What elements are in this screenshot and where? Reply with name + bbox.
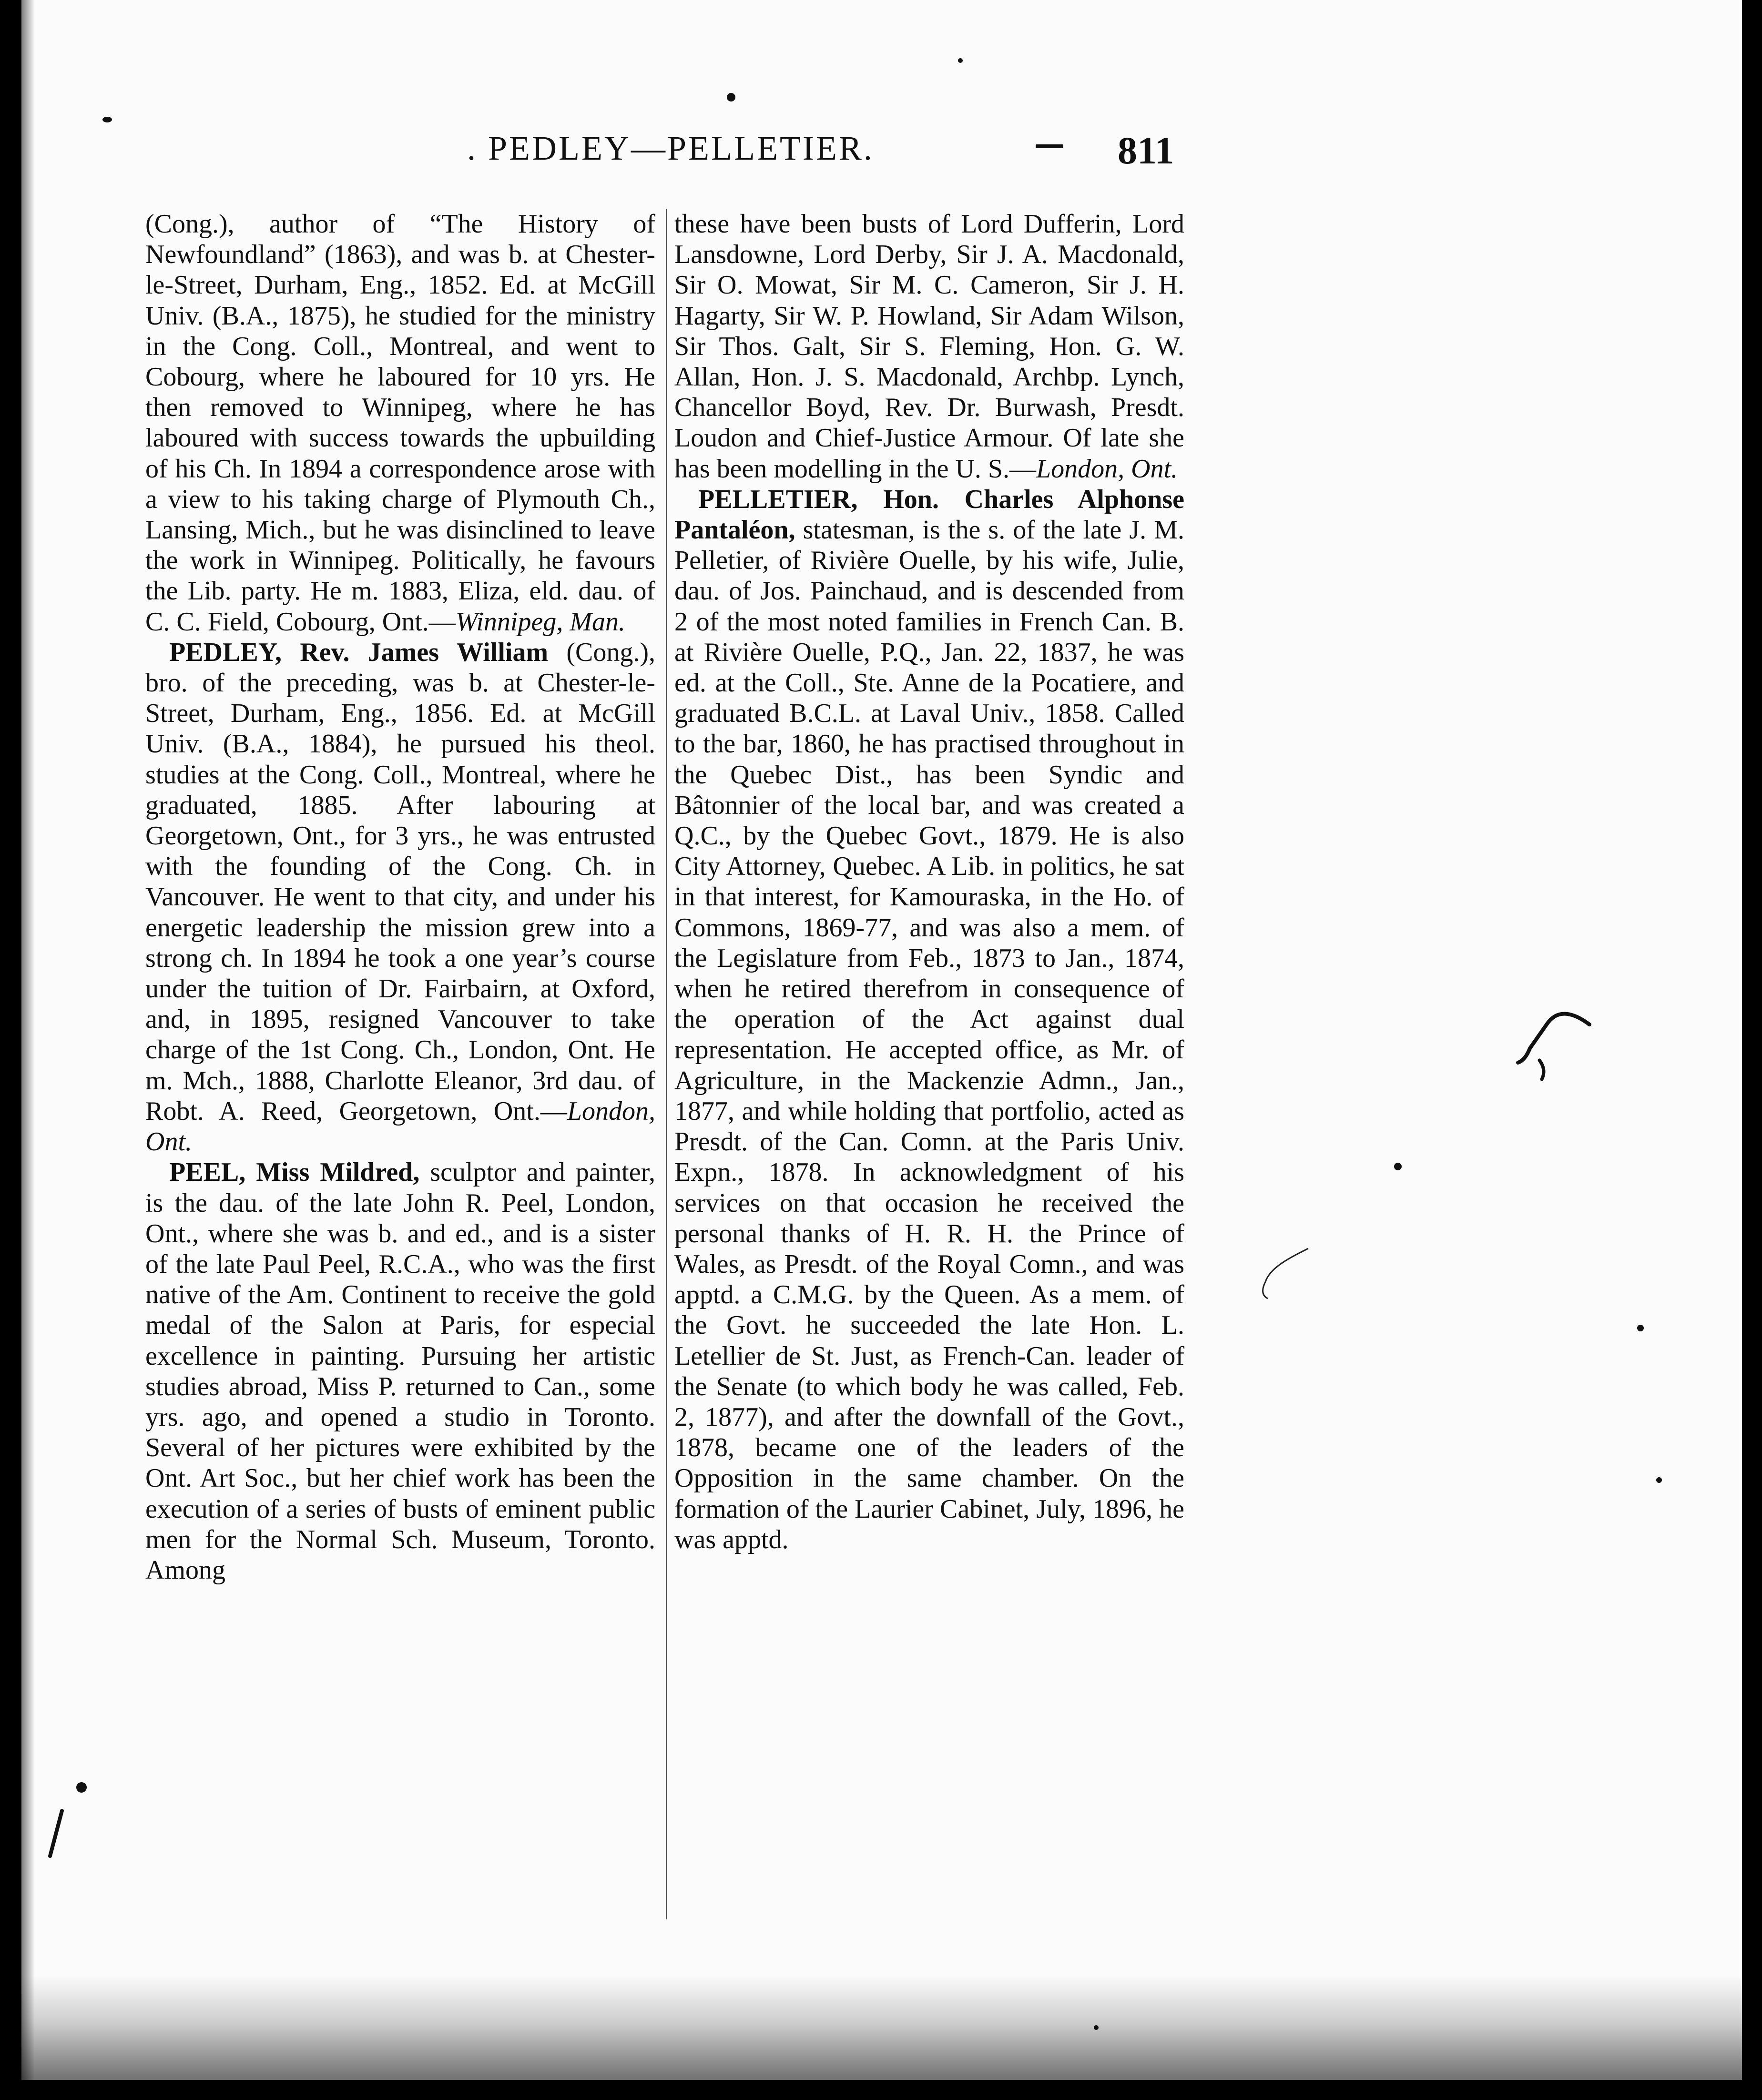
book-page [21,0,1742,2080]
entry-peel-mildred [145,1157,655,1585]
entry-heading: PEEL, Miss Mildred, [169,1157,420,1187]
ink-speck [1656,1477,1662,1483]
left-column [145,209,655,1585]
column-rule [666,209,667,1919]
entry-heading: PEDLEY, Rev. James William [169,637,549,667]
page-number: 811 [1118,129,1174,172]
entry-residence: London, Ont. [145,1096,655,1157]
entry-continuation [674,209,1184,484]
ink-speck [1394,1163,1402,1170]
running-head: . PEDLEY—PELLETIER. [467,129,874,167]
ink-speck [958,58,963,63]
header-dash-mark [1036,144,1063,148]
ink-speck [76,1782,87,1793]
scan-shadow-bottom [21,1975,1742,2080]
entry-residence: Winnipeg, Man. [455,607,625,637]
entry-pelletier-charles [674,484,1184,1555]
entry-text: these have been busts of Lord Dufferin, Lord Lansdowne, Lord Derby, Sir J. A. Macdonald, Sir O. Mowat, Sir M. C. Cameron, Sir J. H. Hagarty, Sir W. P. Howland, Sir Adam Wilson, Sir Thos. Galt, Sir S. Fleming, Hon. G. W. Allan, Hon. J. S. Macdonald, Archbp. Lynch, Chancellor Boyd, Rev. Dr. Burwash, Presdt. Loudon and Chief-Justice Armour. Of late she has been modelling in the U. S.— [674,209,1184,484]
right-column [674,209,1184,1555]
entry-pedley-james [145,637,655,1157]
ink-speck [727,93,735,101]
page-header [21,131,1742,188]
scan-shadow-left [21,0,35,2080]
entry-text: (Cong.), bro. of the preceding, was b. at Chester-le-Street, Durham, Eng., 1856. Ed. at McGill Univ. (B.A., 1884), he pursued his theol. studies at the Cong. Coll., Montreal, where he graduated, 1885. After labouring at Georgetown, Ont., for 3 yrs., he was entrusted with the founding of the Cong. Ch. in Vancouver. He went to that city, and under his energetic leadership the mission grew into a strong ch. In 1894 he took a one year’s course under the tuition of Dr. Fairbairn, at Oxford, and, in 1895, resigned Vancouver to take charge of the 1st Cong. Ch., London, Ont. He m. Mch., 1888, Charlotte Eleanor, 3rd dau. of Robt. A. Reed, Georgetown, Ont.— [145,637,655,1126]
entry-residence: London, Ont. [1036,454,1178,484]
entry-heading: PELLETIER, Hon. Charles Alphonse Pantaléon, [674,484,1184,545]
entry-text: sculptor and painter, is the dau. of the late John R. Peel, London, Ont., where she was b. and ed., and is a sister of the late Paul Peel, R.C.A., who was the first native of the Am. Continent to receive the gold medal of the Salon at Paris, for especial excellence in painting. Pursuing her artistic studies abroad, Miss P. returned to Can., some yrs. ago, and opened a studio in Toronto. Several of her pictures were exhibited by the Ont. Art Soc., but her chief work has been the execution of a series of busts of eminent public men for the Normal Sch. Museum, Toronto. Among [145,1157,655,1585]
ink-speck [1637,1325,1644,1331]
entry-text: (Cong.), author of “The History of Newfoundland” (1863), and was b. at Chester-le-Street, Durham, Eng., 1852. Ed. at McGill Univ. (B.A., 1875), he studied for the ministry in the Cong. Coll., Montreal, and went to Cobourg, where he laboured for 10 yrs. He then removed to Winnipeg, where he has laboured with success towards the upbuilding of his Ch. In 1894 a correspondence arose with a view to his taking charge of Plymouth Ch., Lansing, Mich., but he was disinclined to leave the work in Winnipeg. Politically, he favours the Lib. party. He m. 1883, Eliza, eld. dau. of C. C. Field, Cobourg, Ont.— [145,209,655,637]
entry-continuation [145,209,655,637]
ink-speck [102,117,112,122]
entry-text: statesman, is the s. of the late J. M. Pelletier, of Rivière Ouelle, by his wife, Julie, dau. of Jos. Painchaud, and is descended from 2 of the most noted families in French Can. B. at Rivière Ouelle, P.Q., Jan. 22, 1837, he was ed. at the Coll., Ste. Anne de la Pocatiere, and graduated B.C.L. at Laval Univ., 1858. Called to the bar, 1860, he has practised throughout in the Quebec Dist., has been Syndic and Bâtonnier of the local bar, and was created a Q.C., by the Quebec Govt., 1879. He is also City Attorney, Quebec. A Lib. in politics, he sat in that interest, for Kamouraska, in the Ho. of Commons, 1869-77, and was also a mem. of the Legislature from Feb., 1873 to Jan., 1874, when he retired therefrom in consequence of the operation of the Act against dual representation. He accepted office, as Mr. of Agriculture, in the Mackenzie Admn., Jan., 1877, and while holding that portfolio, acted as Presdt. of the Can. Comn. at the Paris Univ. Expn., 1878. In acknowledgment of his services on that occasion he received the personal thanks of H. R. H. the Prince of Wales, as Presdt. of the Royal Comn., and was apptd. a C.M.G. by the Queen. As a mem. of the Govt. he succeeded the late Hon. L. Letellier de St. Just, as French-Can. leader of the Senate (to which body he was called, Feb. 2, 1877), and after the downfall of the Govt., 1878, became one of the leaders of the Opposition in the same chamber. On the formation of the Laurier Cabinet, July, 1896, he was apptd. [674,515,1184,1554]
